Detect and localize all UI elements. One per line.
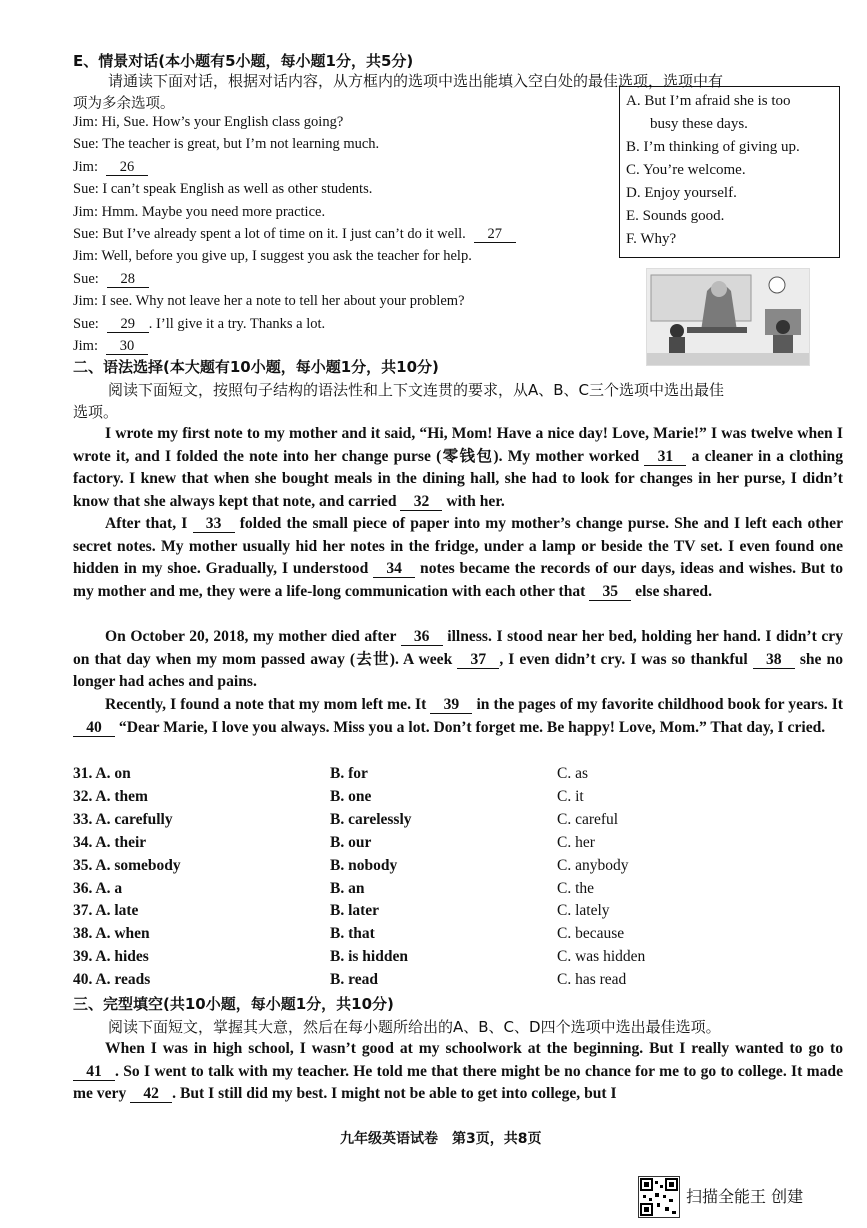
section-e-instruction-2: 项为多余选项。	[73, 96, 175, 112]
dialogue-line	[73, 293, 465, 310]
choice-33-b: B. carelessly	[330, 810, 412, 828]
speaker-label: Jim:	[73, 114, 98, 130]
blank-28: 28	[107, 271, 149, 288]
option-b: B. I’m thinking of giving up.	[626, 139, 800, 155]
options-box	[619, 86, 840, 258]
blank-37: 37	[457, 652, 499, 669]
speaker-label: Sue:	[73, 270, 99, 287]
speaker-label: Jim:	[73, 248, 98, 265]
scanner-watermark: 扫描全能王 创建	[686, 1187, 804, 1206]
dialogue-text: The teacher is great, but I’m not learning much.	[98, 136, 380, 153]
choice-36-c: C. the	[557, 879, 595, 897]
dialogue-line	[73, 114, 343, 131]
choice-34-b: B. our	[330, 833, 372, 851]
choice-37-b: B. later	[330, 902, 380, 920]
choice-33-c: C. careful	[557, 810, 619, 828]
dialogue-line	[73, 181, 372, 198]
choice-38-b: B. that	[330, 925, 375, 943]
section-2-instruction: 阅读下面短文，按照句子结构的语法性和上下文连贯的要求，从A、B、C三个选项中选出最佳	[108, 381, 725, 399]
dialogue-line	[73, 338, 148, 355]
blank-33: 33	[193, 516, 235, 533]
speaker-label: Jim:	[73, 293, 98, 310]
choice-36-a: 36. A. a	[73, 879, 123, 897]
qr-code-icon	[638, 1176, 680, 1218]
option-c: C. You’re welcome.	[626, 162, 746, 178]
choice-37-c: C. lately	[557, 902, 610, 920]
choice-31-b: B. for	[330, 765, 368, 782]
dialogue-text: Hmm. Maybe you need more practice.	[97, 203, 326, 220]
page-footer: 九年级英语试卷 第3页，共8页	[340, 1131, 542, 1147]
cloze-paragraph-1: When I was in high school, I wasn’t good at my schoolwork at the beginning. But I really wanted to go to 41 . So I went to talk with my teacher. He told me that there might be no chance for me to go to college. It made me very 42 . But I still did my best. I might not be able to get into college, but I	[73, 1040, 843, 1103]
dialogue-line	[73, 159, 148, 176]
blank-31: 31	[644, 449, 686, 466]
dialogue-line	[73, 248, 472, 265]
section-e-instruction-1: 请通读下面对话，根据对话内容，从方框内的选项中选出能填入空白处的最佳选项，选项中有	[108, 72, 724, 90]
dialogue-line	[73, 226, 516, 243]
choice-37-a: 37. A. late	[73, 902, 139, 920]
dialogue-text: I can’t speak English as well as other students.	[98, 181, 373, 198]
speaker-label: Jim:	[73, 158, 98, 175]
blank-30: 30	[106, 338, 148, 355]
dialogue-line	[73, 316, 325, 333]
choice-35-b: B. nobody	[330, 856, 398, 874]
option-a-cont: busy these days.	[650, 116, 748, 132]
choice-38-c: C. because	[557, 925, 625, 943]
choice-38-a: 38. A. when	[73, 925, 150, 943]
choice-36-b: B. an	[330, 879, 365, 897]
dialogue-line	[73, 136, 379, 153]
choice-40-a: 40. A. reads	[73, 971, 151, 989]
choice-33-a: 33. A. carefully	[73, 810, 173, 828]
blank-41: 41	[73, 1064, 115, 1081]
blank-40: 40	[73, 720, 115, 737]
passage-paragraph-1: I wrote my first note to my mother and it said, “Hi, Mom! Have a nice day! Love, Marie!” I was twelve when I wrote it, and I folded the note into her change purse (零钱包). My mother worked 31 a cleaner in a clothing factory. I knew that when she bought meals in the dining hall, she had to look for changes in her purse, I didn’t know that she always kept that note, and carried 32 with her.	[73, 425, 843, 510]
passage-paragraph-2: After that, I 33 folded the small piece of paper into my mother’s change purse. She and I left each other secret notes. My mother usually hid her notes in the fridge, under a lamp or beside the TV set. I even found one hidden in my shoe. Gradually, I understood 34 notes became the records of our days, ideas and wishes. But to my mother and me, they were a life-long communication with each other that 35 else shared.	[73, 515, 843, 600]
dialogue-line	[73, 271, 149, 288]
speaker-label: Sue:	[73, 136, 99, 153]
blank-38: 38	[753, 652, 795, 669]
blank-39: 39	[430, 697, 472, 714]
choice-40-b: B. read	[330, 971, 378, 989]
classroom-illustration	[646, 268, 810, 366]
dialogue-text: But I’ve already spent a lot of time on it. I just can’t do it well.	[98, 226, 466, 242]
speaker-label: Sue:	[73, 181, 99, 198]
section-2-title: 二、语法选择(本大题有10小题，每小题1分，共10分)	[73, 358, 439, 376]
speaker-label: Jim:	[73, 338, 98, 354]
choice-32-a: 32. A. them	[73, 787, 148, 805]
blank-27: 27	[474, 226, 516, 243]
blank-35: 35	[589, 584, 631, 601]
choice-39-b: B. is hidden	[330, 948, 408, 966]
choice-39-c: C. was hidden	[557, 948, 646, 966]
choice-35-a: 35. A. somebody	[73, 856, 181, 874]
section-3-instruction: 阅读下面短文，掌握其大意，然后在每小题所给出的A、B、C、D四个选项中选出最佳选项。	[108, 1018, 721, 1036]
speaker-label: Sue:	[73, 315, 99, 332]
blank-42: 42	[130, 1086, 172, 1103]
blank-32: 32	[400, 494, 442, 511]
passage-paragraph-3: On October 20, 2018, my mother died after 36 illness. I stood near her bed, holding her hand. I didn’t cry on that day when my mom passed away (去世). A week 37 , I even didn’t cry. I was so thankful 38 she no longer had aches and pains.	[73, 628, 843, 691]
choice-35-c: C. anybody	[557, 856, 629, 874]
choice-32-c: C. it	[557, 787, 584, 805]
choice-39-a: 39. A. hides	[73, 948, 149, 966]
section-2-instruction-2: 选项。	[73, 403, 119, 421]
choice-31-c: C. as	[557, 765, 588, 782]
choice-34-c: C. her	[557, 833, 595, 851]
choice-31-a: 31. A. on	[73, 765, 131, 782]
choice-34-a: 34. A. their	[73, 833, 147, 851]
option-f: F. Why?	[626, 231, 677, 247]
dialogue-text: Well, before you give up, I suggest you ask the teacher for help.	[97, 248, 472, 265]
dialogue-text: I see. Why not leave her a note to tell her about your problem?	[97, 293, 465, 310]
blank-36: 36	[401, 629, 443, 646]
option-a: A. But I’m afraid she is too	[626, 93, 791, 109]
speaker-label: Jim:	[73, 203, 98, 220]
blank-29: 29	[107, 316, 149, 333]
blank-26: 26	[106, 159, 148, 176]
option-d: D. Enjoy yourself.	[626, 185, 737, 201]
option-e: E. Sounds good.	[626, 208, 725, 224]
blank-34: 34	[373, 561, 415, 578]
section-e-title: E、情景对话(本小题有5小题，每小题1分，共5分)	[73, 52, 414, 70]
passage-paragraph-4: Recently, I found a note that my mom left me. It 39 in the pages of my favorite childhood book for years. It 40 “Dear Marie, I love you always. Miss you a lot. Don’t forget me. Be happy! Love, Mom.” That day, I cried.	[73, 694, 843, 739]
speaker-label: Sue:	[73, 226, 99, 242]
section-3-title: 三、完型填空(共10小题，每小题1分，共10分)	[73, 995, 394, 1013]
choice-32-b: B. one	[330, 787, 372, 805]
choice-40-c: C. has read	[557, 971, 627, 989]
dialogue-text: . I’ll give it a try. Thanks a lot.	[148, 315, 326, 332]
dialogue-text: Hi, Sue. How’s your English class going?	[97, 114, 344, 130]
dialogue-line	[73, 204, 325, 221]
